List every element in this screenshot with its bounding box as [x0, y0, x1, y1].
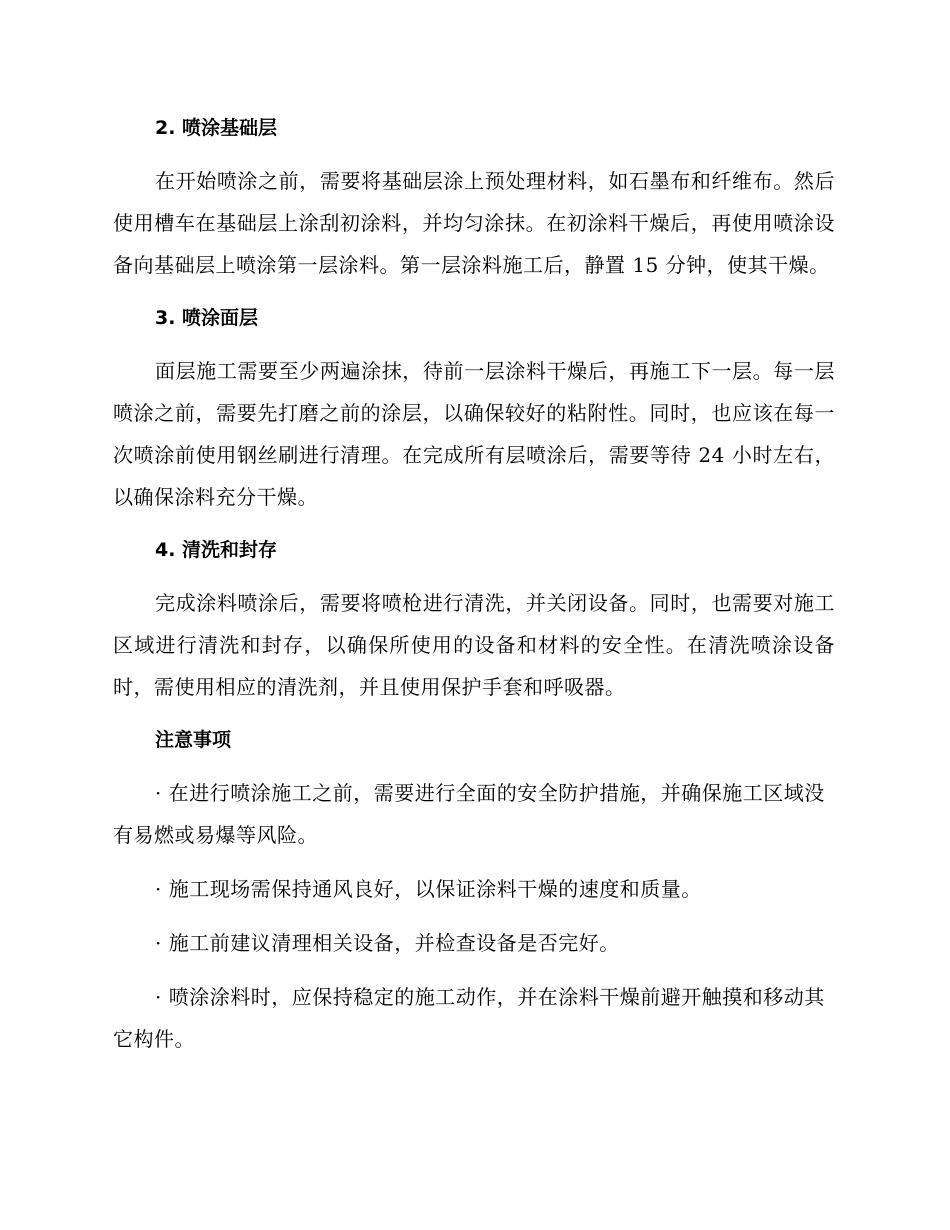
section-spray-surface-layer — [113, 298, 835, 518]
note-item: · 在进行喷涂施工之前，需要进行全面的安全防护措施，并确保施工区域没有易燃或易爆等风险。 — [113, 781, 825, 847]
section-heading: 2. 喷涂基础层 — [155, 117, 278, 139]
note-item: · 施工现场需保持通风良好，以保证涂料干燥的速度和质量。 — [155, 877, 702, 901]
note-item: · 喷涂涂料时，应保持稳定的施工动作，并在涂料干燥前避开触摸和移动其它构件。 — [113, 985, 825, 1051]
document-page — [113, 108, 835, 1072]
section-heading: 4. 清洗和封存 — [155, 539, 278, 561]
section-paragraph: 在开始喷涂之前，需要将基础层涂上预处理材料，如石墨布和纤维布。然后使用槽车在基础层上涂刮初涂料，并均匀涂抹。在初涂料干燥后，再使用喷涂设备向基础层上喷涂第一层涂料。第一层涂料施工后，静置 15 分钟，使其干燥。 — [113, 169, 835, 277]
section-notes — [113, 720, 835, 1060]
section-cleaning-and-storage — [113, 530, 835, 708]
note-item: · 施工前建议清理相关设备，并检查设备是否完好。 — [155, 931, 620, 955]
section-spray-base-layer — [113, 108, 835, 286]
section-heading: 3. 喷涂面层 — [155, 307, 259, 329]
notes-heading: 注意事项 — [155, 729, 232, 751]
section-paragraph: 面层施工需要至少两遍涂抹，待前一层涂料干燥后，再施工下一层。每一层喷涂之前，需要先打磨之前的涂层，以确保较好的粘附性。同时，也应该在每一次喷涂前使用钢丝刷进行清理。在完成所有层喷涂后，需要等待 24 小时左右，以确保涂料充分干燥。 — [113, 359, 835, 509]
section-paragraph: 完成涂料喷涂后，需要将喷枪进行清洗，并关闭设备。同时，也需要对施工区域进行清洗和封存，以确保所使用的设备和材料的安全性。在清洗喷涂设备时，需使用相应的清洗剂，并且使用保护手套和呼吸器。 — [113, 591, 835, 699]
